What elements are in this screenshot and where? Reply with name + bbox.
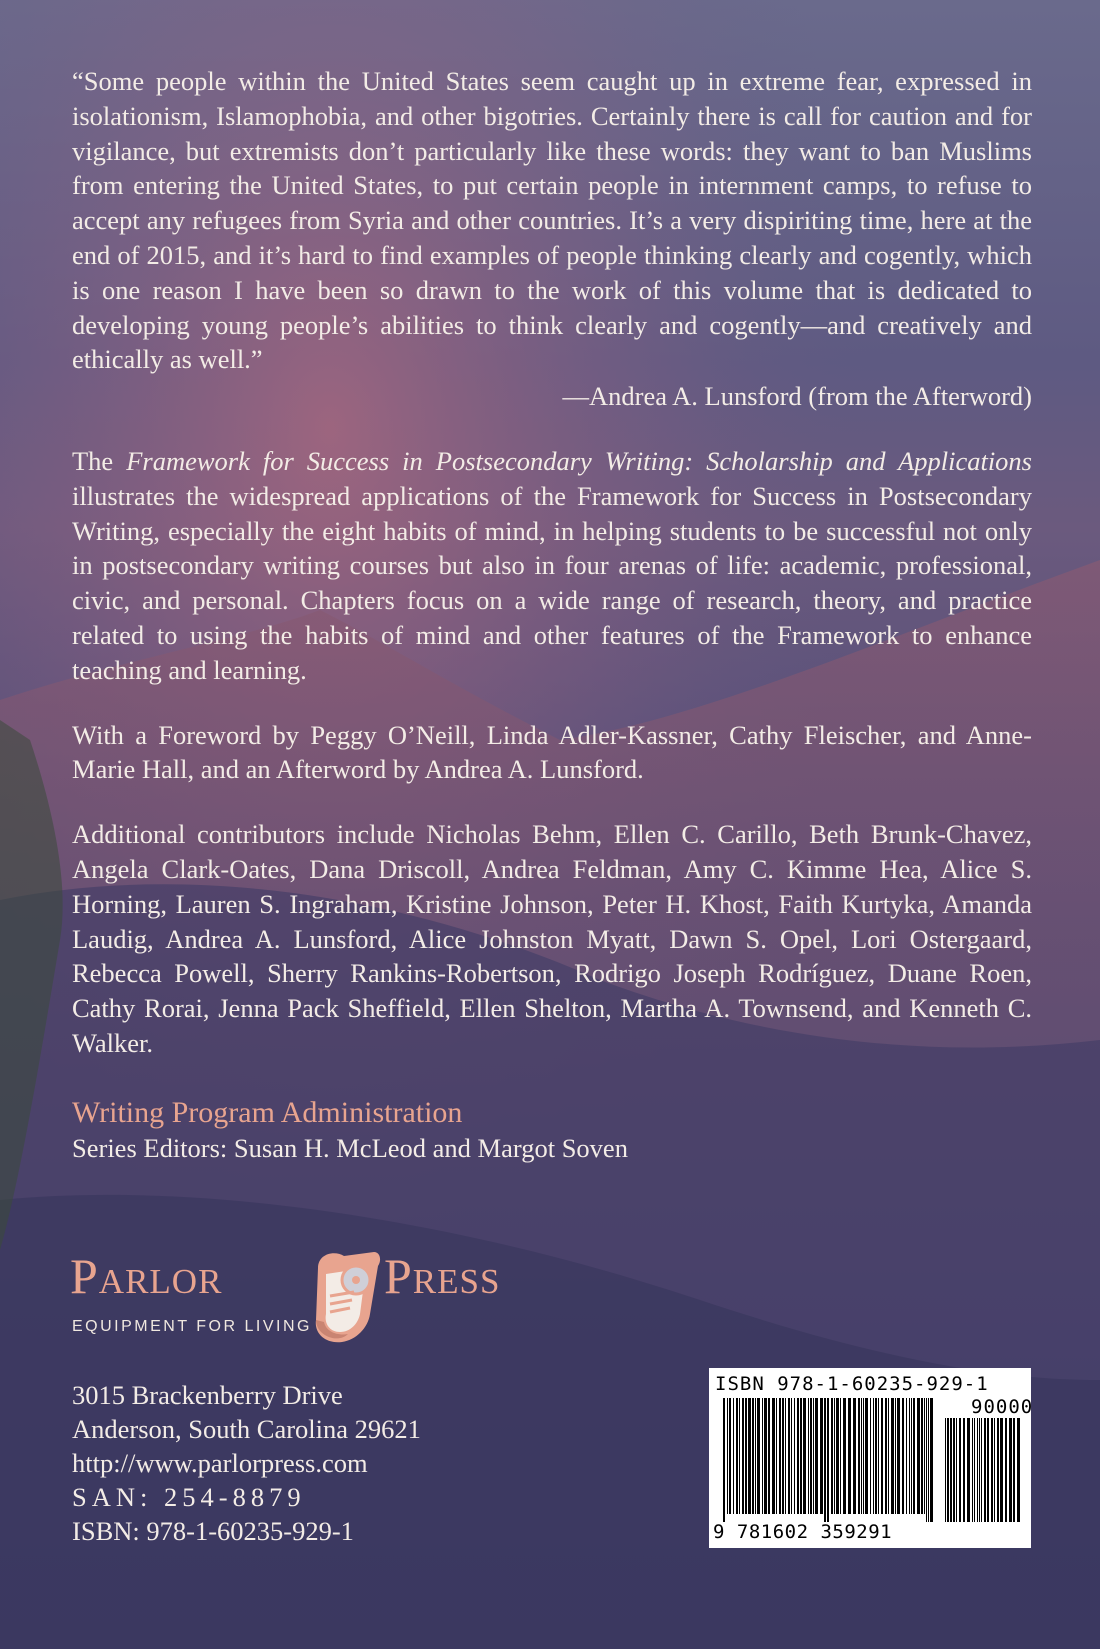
barcode-digits: 9 781602 359291 (713, 1521, 893, 1543)
barcode-addon-bar (967, 1418, 970, 1522)
barcode-addon-bar (956, 1418, 957, 1522)
barcode-bars (723, 1398, 1023, 1522)
barcode-bar (788, 1398, 790, 1514)
barcode-bar (861, 1398, 862, 1514)
description-lead: The (72, 445, 114, 476)
barcode-bar (762, 1398, 763, 1514)
barcode-bar (745, 1398, 747, 1514)
book-title: Framework for Success in Postsecondary Writing: Scholarship and Applications (126, 445, 1032, 476)
barcode-bar (853, 1398, 856, 1514)
barcode-bar (733, 1398, 734, 1514)
barcode-addon-bar (1017, 1418, 1020, 1522)
foreword-note: With a Foreword by Peggy O’Neill, Linda Adler-Kassner, Cathy Fleischer, and Anne-Marie Hall, and an Afterword by Andrea A. Lunsford. (72, 719, 1032, 785)
barcode-addon-bar (991, 1418, 993, 1522)
barcode-bar (803, 1398, 806, 1514)
barcode-bar (779, 1398, 781, 1514)
barcode-addon: 90000 (971, 1396, 1034, 1418)
barcode-bar (800, 1398, 802, 1514)
barcode-bar (727, 1398, 728, 1514)
quote-attribution: —Andrea A. Lunsford (from the Afterword) (562, 381, 1032, 412)
barcode-addon-bar (997, 1418, 999, 1522)
barcode-bar (875, 1398, 877, 1514)
barcode-bar (813, 1398, 814, 1514)
barcode-isbn-label: ISBN 978-1-60235-929-1 (715, 1373, 989, 1395)
barcode-bar (913, 1398, 915, 1514)
barcode-bar (782, 1398, 784, 1514)
barcode-bar (755, 1398, 756, 1514)
barcode-bar (902, 1398, 904, 1514)
barcode-addon-bar (959, 1418, 961, 1522)
logo-word-right: Press (384, 1248, 501, 1304)
barcode-bar (928, 1398, 929, 1522)
barcode-bar (772, 1398, 775, 1514)
barcode-bar (791, 1398, 792, 1514)
barcode-bar (827, 1398, 829, 1522)
barcode-bar (840, 1398, 841, 1514)
barcode-addon-bar (981, 1418, 982, 1522)
barcode-addon-bar (994, 1418, 995, 1522)
barcode-bar (848, 1398, 851, 1514)
publisher-url: http://www.parlorpress.com (72, 1448, 368, 1478)
series-title: Writing Program Administration (72, 1095, 463, 1129)
barcode-bar (926, 1398, 927, 1522)
barcode-addon-bar (984, 1418, 986, 1522)
barcode-addon-bar (963, 1418, 965, 1522)
barcode-bar (878, 1398, 879, 1514)
barcode-addon-bar (977, 1418, 978, 1522)
barcode-bar (752, 1398, 754, 1514)
address-line2: Anderson, South Carolina 29621 (72, 1414, 421, 1444)
barcode-bar (836, 1398, 839, 1514)
barcode-addon-bar (987, 1418, 989, 1522)
barcode-addon-bar (945, 1418, 946, 1522)
isbn-text: ISBN: 978-1-60235-929-1 (72, 1516, 354, 1546)
barcode-bar (824, 1398, 826, 1522)
barcode-bar (895, 1398, 896, 1514)
barcode-bar (906, 1398, 907, 1514)
logo-tagline: EQUIPMENT FOR LIVING (72, 1318, 312, 1335)
barcode-bar (785, 1398, 786, 1514)
barcode-bar (739, 1398, 740, 1514)
barcode-bar (808, 1398, 809, 1514)
description-body: illustrates the widespread applications of the Framework for Success in Postsecondary Writing, especially the eight habits of mind, in helping students to be successful not only in postsecondary writing courses but also in four arenas of life: academic, professional, civic, and personal. Chapters focus on a wide range of research, theory, and practice related to using the habits of mind and other features of the Framework to enhance teaching and learning. (72, 480, 1032, 685)
barcode-bar (858, 1398, 860, 1514)
barcode-addon-bar (1013, 1418, 1015, 1522)
barcode-bar (768, 1398, 770, 1514)
barcode-bar (863, 1398, 864, 1514)
barcode-bar (757, 1398, 760, 1514)
barcode-bar (794, 1398, 795, 1514)
barcode-addon-bar (972, 1418, 973, 1522)
barcode-addon-bar (953, 1418, 955, 1522)
barcode-addon-bar (1000, 1418, 1003, 1522)
barcode-bar (843, 1398, 846, 1514)
barcode-bar (885, 1398, 887, 1514)
scroll-icon (308, 1244, 384, 1348)
barcode-bar (776, 1398, 777, 1514)
barcode-bar (810, 1398, 812, 1514)
barcode-bar (891, 1398, 894, 1514)
barcode-bar (888, 1398, 889, 1514)
barcode-bar (742, 1398, 744, 1514)
barcode-bar (820, 1398, 823, 1514)
barcode-bar (736, 1398, 738, 1514)
isbn-barcode (709, 1368, 1034, 1548)
barcode-bar (831, 1398, 833, 1514)
barcode-bar (797, 1398, 799, 1514)
logo-word-left: Parlor (70, 1248, 223, 1304)
barcode-addon-bar (1005, 1418, 1007, 1522)
barcode-addon-bar (974, 1418, 975, 1522)
barcode-bar (873, 1398, 874, 1514)
barcode-bar (748, 1398, 751, 1514)
barcode-bar (764, 1398, 767, 1514)
barcode-addon-bar (1009, 1418, 1012, 1522)
barcode-addon-bar (979, 1418, 980, 1522)
barcode-bar (897, 1398, 900, 1514)
barcode-bar (930, 1398, 933, 1522)
barcode-bar (723, 1398, 725, 1522)
barcode-bar (909, 1398, 910, 1514)
barcode-bar (924, 1398, 925, 1514)
barcode-bar (917, 1398, 920, 1514)
address-line1: 3015 Brackenberry Drive (72, 1380, 343, 1410)
barcode-addon-bar (950, 1418, 952, 1522)
barcode-bar (815, 1398, 818, 1514)
barcode-bar (834, 1398, 835, 1514)
barcode-bar (870, 1398, 871, 1514)
barcode-bar (881, 1398, 883, 1514)
san-number: SAN: 254-8879 (72, 1482, 306, 1512)
publisher-logo (70, 1240, 570, 1350)
series-editors: Series Editors: Susan H. McLeod and Margot Soven (72, 1132, 628, 1163)
back-cover-text (72, 64, 1032, 1165)
blurb-quote: “Some people within the United States seem caught up in extreme fear, expressed in isolationism, Islamophobia, and other bigotries. Certainly there is call for caution and for vigilance, but extremists don’t particularly like these words: they want to ban Muslims from entering the United States, to put certain people in internment camps, to refuse to accept any refugees from Syria and other countries. It’s a very dispiriting time, here at the end of 2015, and it’s hard to find examples of people thinking clearly and cogently, which is one reason I have been so drawn to the work of this volume that is dedicated to developing young people’s abilities to think clearly and cogently—and creatively and ethically as well.” (72, 66, 1032, 375)
book-description (72, 444, 1032, 688)
barcode-addon-bar (947, 1418, 949, 1522)
publisher-address (72, 1378, 421, 1548)
barcode-bar (921, 1398, 923, 1514)
barcode-bar (911, 1398, 912, 1514)
barcode-bar (865, 1398, 868, 1514)
barcode-bar (729, 1398, 731, 1514)
contributors-list: Additional contributors include Nicholas Behm, Ellen C. Carillo, Beth Brunk-Chavez, Angela Clark-Oates, Dana Driscoll, Andrea Feldman, Amy C. Kimme Hea, Alice S. Horning, Lauren S. Ingraham, Kristine Johnson, Peter H. Khost, Faith Kurtyka, Amanda Laudig, Andrea A. Lunsford, Alice Johnston Myatt, Dawn S. Opel, Lori Ostergaard, Rebecca Powell, Sherry Rankins-Robertson, Rodrigo Joseph Rodríguez, Duane Roen, Cathy Rorai, Jenna Pack Sheffield, Ellen Shelton, Martha A. Townsend, and Kenneth C. Walker. (72, 819, 1032, 1058)
